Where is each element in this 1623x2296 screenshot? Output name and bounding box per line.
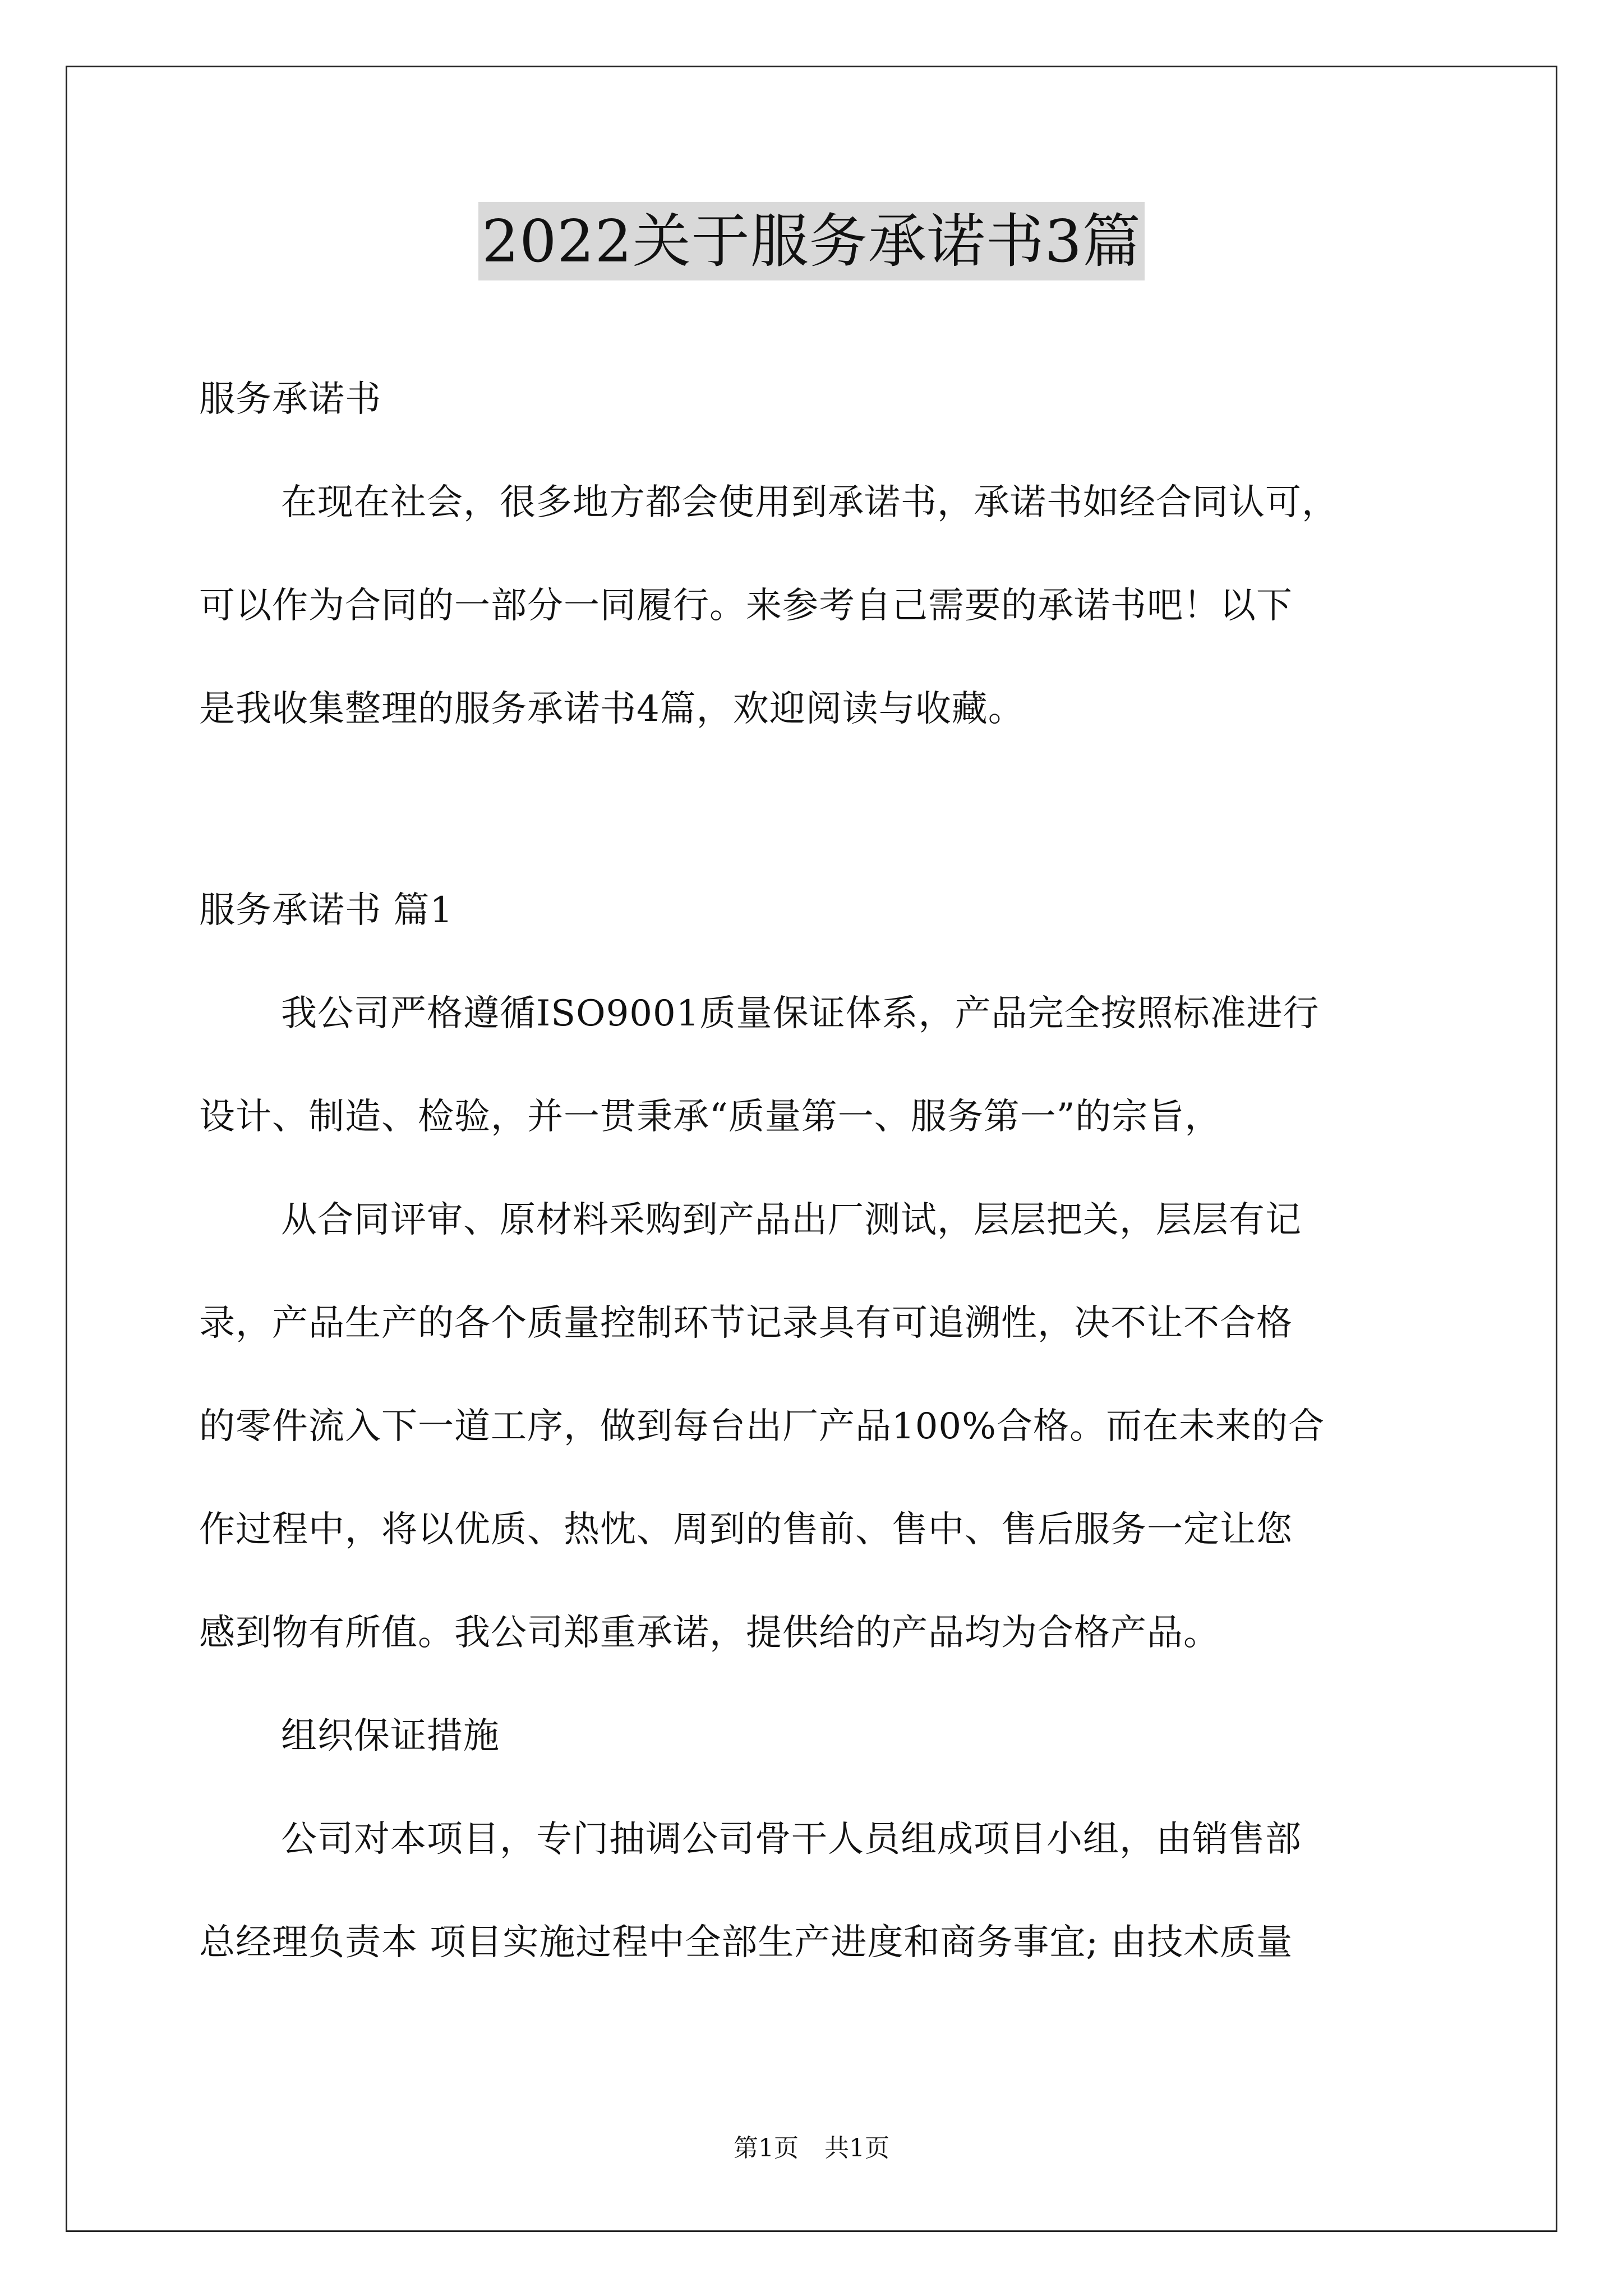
body-line: 的零件流入下一道工序，做到每台出厂产品100%合格。而在未来的合 <box>199 1406 1325 1447</box>
body-line: 总经理负责本 项目实施过程中全部生产进度和商务事宜; 由技术质量 <box>199 1922 1293 1963</box>
document-title: 2022关于服务承诺书3篇 <box>478 202 1145 280</box>
body-line: 从合同评审、原材料采购到产品出厂测试，层层把关，层层有记 <box>281 1199 1302 1241</box>
page-total: 共1页 <box>824 2134 889 2162</box>
document-body <box>199 348 1438 1994</box>
spacer <box>199 761 1438 859</box>
body-line: 设计、制造、检验，并一贯秉承“质量第一、服务第一”的宗旨， <box>199 1096 1221 1138</box>
intro-line: 在现在社会，很多地方都会使用到承诺书，承诺书如经合同认可， <box>281 482 1338 523</box>
body-line: 作过程中，将以优质、热忱、周到的售前、售中、售后服务一定让您 <box>199 1509 1293 1550</box>
intro-line: 可以作为合同的一部分一同履行。来参考自己需要的承诺书吧！以下 <box>199 585 1293 627</box>
body-line: 公司对本项目，专门抽调公司骨干人员组成项目小组，由销售部 <box>281 1819 1302 1860</box>
subheading-organization: 组织保证措施 <box>281 1715 500 1757</box>
intro-heading: 服务承诺书 <box>199 379 381 420</box>
body-line: 我公司严格遵循ISO9001质量保证体系，产品完全按照标准进行 <box>281 993 1320 1034</box>
page-footer <box>0 2132 1623 2165</box>
section-heading: 服务承诺书 篇1 <box>199 890 454 931</box>
body-line: 感到物有所值。我公司郑重承诺，提供给的产品均为合格产品。 <box>199 1612 1220 1654</box>
intro-line: 是我收集整理的服务承诺书4篇，欢迎阅读与收藏。 <box>199 688 1025 730</box>
page-number: 第1页 <box>734 2134 799 2162</box>
body-line: 录，产品生产的各个质量控制环节记录具有可追溯性，决不让不合格 <box>199 1303 1293 1344</box>
title-area <box>0 202 1623 280</box>
